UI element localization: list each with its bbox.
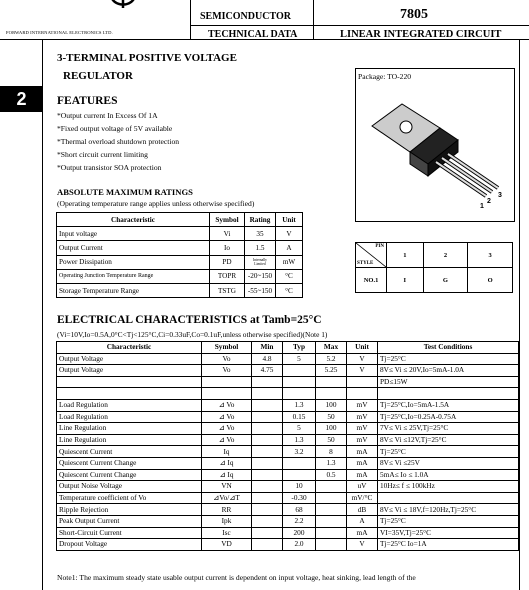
feature-item: *Fixed output voltage of 5V available [57,124,173,133]
symbol: VN [202,481,252,493]
table-row [57,353,519,365]
min [252,411,283,423]
min [252,504,283,516]
corner-pin-label: PIN [375,244,384,249]
max [316,388,347,400]
test-conditions: Tj=25°C [378,446,519,458]
symbol [202,388,252,400]
characteristic: Ripple Rejection [57,504,202,516]
pin-function: O [468,268,513,293]
max: 50 [316,411,347,423]
footnote: Note1: The maximum steady state usable output current is dependent on input voltage, heat sinking, lead length of the [57,573,416,582]
header-divider [190,25,313,26]
rating: -20~150 [245,269,276,283]
abs-max-subheading: (Operating temperature range applies unless otherwise specified) [57,199,255,208]
electrical-subheading: (Vi=10V,Io=0.5A,0°C<Tj<125°C,Ci=0.33uF,Co=0.1uF,unless otherwise specified)(Note 1) [57,330,328,339]
max: 0.5 [316,469,347,481]
section-tab: 2 [0,86,43,112]
unit [347,376,378,388]
semiconductor-label: SEMICONDUCTOR [200,11,291,22]
pin-label: 3 [498,192,502,199]
symbol: Io [210,241,245,255]
symbol: TSTG [210,283,245,297]
feature-item: *Output transistor SOA protection [57,163,162,172]
table-row [57,539,519,551]
typ [283,376,316,388]
table-row [57,527,519,539]
min [252,481,283,493]
test-conditions: PD≤15W [378,376,519,388]
symbol: Vi [210,227,245,241]
symbol: VD [202,539,252,551]
characteristic [57,376,202,388]
test-conditions: Tj=25°C,Io=0.25A-0.75A [378,411,519,423]
symbol: ⊿ Vo [202,399,252,411]
characteristic: Input voltage [57,227,210,241]
unit: A [347,515,378,527]
column-header: Unit [276,213,303,227]
symbol: Vo [202,353,252,365]
table-row [57,434,519,446]
min: 4.75 [252,365,283,377]
style-name: NO.1 [356,268,387,293]
rating: 35 [245,227,276,241]
category-label: LINEAR INTEGRATED CIRCUIT [340,29,502,40]
electrical-table [56,341,519,551]
unit: °C [276,283,303,297]
characteristic: Peak Output Current [57,515,202,527]
table-row [57,283,303,297]
test-conditions [378,388,519,400]
table-row [57,388,519,400]
characteristic: Quiescent Current Change [57,469,202,481]
characteristic: Storage Temperature Range [57,283,210,297]
symbol: ⊿ Vo [202,434,252,446]
symbol: Isc [202,527,252,539]
max: 100 [316,423,347,435]
typ: 5 [283,423,316,435]
test-conditions [378,492,519,504]
symbol: ⊿ Iq [202,469,252,481]
min [252,446,283,458]
max: 1.3 [316,457,347,469]
table-row [57,469,519,481]
column-header: Characteristic [57,213,210,227]
max [316,539,347,551]
typ: 68 [283,504,316,516]
max: 5.25 [316,365,347,377]
min [252,376,283,388]
pin-number: 2 [423,243,468,268]
typ: 1.3 [283,399,316,411]
unit: mA [347,469,378,481]
column-header: Test Conditions [378,342,519,354]
unit: °C [276,269,303,283]
typ [283,457,316,469]
symbol: TOPR [210,269,245,283]
table-row [57,504,519,516]
min [252,434,283,446]
column-header: Min [252,342,283,354]
test-conditions: Tj=25°C,Io=5mA-1.5A [378,399,519,411]
unit: mV/°C [347,492,378,504]
typ: -0.30 [283,492,316,504]
company-name: FORWARD INTERNATIONAL ELECTRONICS LTD. [6,30,113,35]
table-row [57,269,303,283]
min [252,423,283,435]
typ: 200 [283,527,316,539]
rating: 1.5 [245,241,276,255]
pin-label: 1 [480,203,484,210]
table-row [57,241,303,255]
table-row [57,481,519,493]
symbol: ⊿ Vo [202,411,252,423]
rating: -55~150 [245,283,276,297]
product-title-line2: REGULATOR [63,70,133,82]
unit: uV [347,481,378,493]
characteristic: Operating Junction Temperature Range [57,269,210,283]
pin-style-corner [356,243,387,268]
unit: dB [347,504,378,516]
test-conditions: 8V≤ Vi ≤12V,Tj=25°C [378,434,519,446]
test-conditions: Tj=25°C [378,515,519,527]
table-row [57,446,519,458]
unit: mA [347,446,378,458]
header-divider [313,25,529,26]
characteristic: Quiescent Current Change [57,457,202,469]
symbol [202,376,252,388]
typ: 0.15 [283,411,316,423]
symbol: ⊿ Iq [202,457,252,469]
table-row [57,492,519,504]
typ: 3.2 [283,446,316,458]
feature-item: *Thermal overload shutdown protection [57,137,180,146]
unit: mV [347,399,378,411]
margin-rule [519,39,520,590]
unit: mV [347,423,378,435]
test-conditions: VI=35V,Tj=25°C [378,527,519,539]
characteristic: Output Voltage [57,365,202,377]
max [316,527,347,539]
typ: 5 [283,353,316,365]
max: 100 [316,399,347,411]
test-conditions: 8V≤ Vi ≤ 20V,Io=5mA-1.0A [378,365,519,377]
header-divider [190,0,191,39]
unit: mW [276,255,303,269]
rating: Internally Limited [245,255,276,269]
min [252,399,283,411]
min [252,539,283,551]
unit: V [347,353,378,365]
unit: mA [347,527,378,539]
characteristic [57,388,202,400]
product-title-line1: 3-TERMINAL POSITIVE VOLTAGE [57,52,237,64]
package-label: Package: TO-220 [358,72,412,81]
margin-rule [42,39,43,590]
max [316,376,347,388]
max [316,492,347,504]
max: 8 [316,446,347,458]
typ [283,388,316,400]
table-row [57,255,303,269]
column-header: Characteristic [57,342,202,354]
characteristic: Dropout Voltage [57,539,202,551]
characteristic: Short-Circuit Current [57,527,202,539]
table-row [57,411,519,423]
characteristic: Load Regulation [57,411,202,423]
min: 4.8 [252,353,283,365]
min [252,469,283,481]
pin-function: G [423,268,468,293]
symbol: ⊿ Vo [202,423,252,435]
column-header: Max [316,342,347,354]
unit: V [276,227,303,241]
max [316,515,347,527]
column-header: Symbol [202,342,252,354]
characteristic: Output Noise Voltage [57,481,202,493]
typ: 2.0 [283,539,316,551]
typ [283,365,316,377]
test-conditions: 7V≤ Vi ≤ 25V,Tj=25°C [378,423,519,435]
min [252,457,283,469]
features-heading: FEATURES [57,95,118,107]
min [252,515,283,527]
pin-style-table [355,242,513,293]
test-conditions: Tj=25°C [378,353,519,365]
unit: mV [347,434,378,446]
unit: V [347,539,378,551]
test-conditions: 8V≤ Vi ≤ 18V,f=120Hz,Tj=25°C [378,504,519,516]
unit: V [347,365,378,377]
symbol: Vo [202,365,252,377]
typ: 2.2 [283,515,316,527]
header-divider [313,0,314,39]
table-row [57,399,519,411]
typ: 10 [283,481,316,493]
table-row [57,365,519,377]
max: 50 [316,434,347,446]
column-header: Symbol [210,213,245,227]
table-row [57,227,303,241]
characteristic: Quiescent Current [57,446,202,458]
characteristic: Load Regulation [57,399,202,411]
characteristic: Power Dissipation [57,255,210,269]
abs-max-heading: ABSOLUTE MAXIMUM RATINGS [57,187,193,197]
symbol: ⊿Vo/⊿T [202,492,252,504]
characteristic: Temperature coefficient of Vo [57,492,202,504]
min [252,492,283,504]
typ: 1.3 [283,434,316,446]
symbol: Ipk [202,515,252,527]
column-header: Typ [283,342,316,354]
unit: mA [347,457,378,469]
table-row [57,457,519,469]
max [316,504,347,516]
max [316,481,347,493]
technical-data-label: TECHNICAL DATA [208,29,298,40]
column-header: Unit [347,342,378,354]
abs-max-table [56,212,303,298]
feature-item: *Output current In Excess Of 1A [57,111,158,120]
characteristic: Line Regulation [57,434,202,446]
pin-number: 3 [468,243,513,268]
pin-label: 2 [487,198,491,205]
pin-function: I [387,268,424,293]
table-row [57,376,519,388]
symbol: Iq [202,446,252,458]
company-logo [108,0,138,16]
test-conditions: 5mA≤ Io ≤ 1.0A [378,469,519,481]
test-conditions: Tj=25°C Io=1A [378,539,519,551]
test-conditions: 10Hz≤ f ≤ 100kHz [378,481,519,493]
table-row [57,515,519,527]
column-header: Rating [245,213,276,227]
typ [283,469,316,481]
electrical-heading: ELECTRICAL CHARACTERISTICS at Tamb=25°C [57,314,322,326]
min [252,527,283,539]
characteristic: Output Voltage [57,353,202,365]
to220-package-drawing [362,96,508,214]
feature-item: *Short circuit current limiting [57,150,148,159]
table-row [57,423,519,435]
unit [347,388,378,400]
max: 5.2 [316,353,347,365]
unit: mV [347,411,378,423]
unit: A [276,241,303,255]
test-conditions: 8V≤ Vi ≤25V [378,457,519,469]
min [252,388,283,400]
characteristic: Line Regulation [57,423,202,435]
part-number: 7805 [400,7,428,22]
characteristic: Output Current [57,241,210,255]
corner-style-label: STYLE [357,261,374,266]
symbol: RR [202,504,252,516]
symbol: PD [210,255,245,269]
pin-number: 1 [387,243,424,268]
